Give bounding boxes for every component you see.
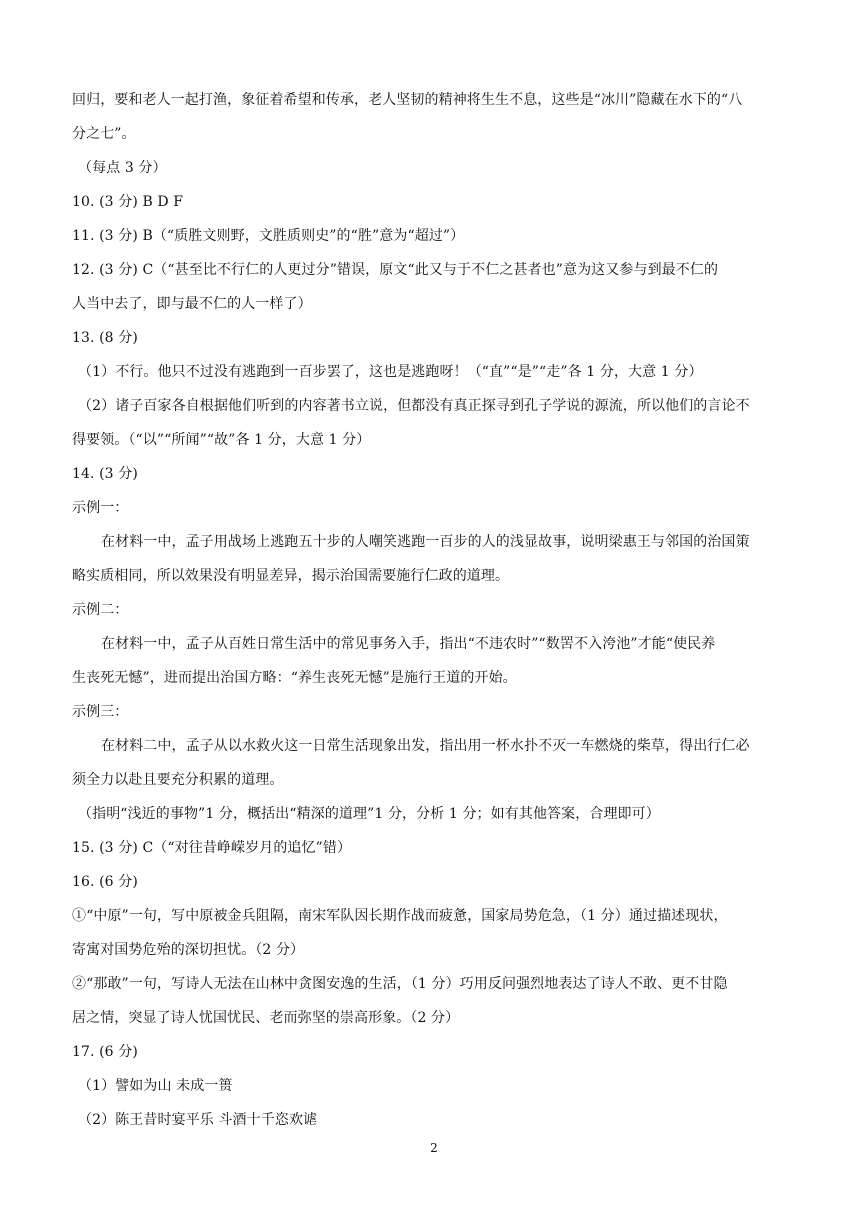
text-line: 须全力以赴且要充分积累的道理。 [72, 772, 284, 788]
answer-16-point-2: ②“那敢”一句，写诗人无法在山林中贪图安逸的生活，（1 分）巧用反问强烈地表达了诗人不敢、更不甘隐 [72, 976, 728, 992]
text-line: 回归，要和老人一起打渔，象征着希望和传承，老人坚韧的精神将生生不息，这些是“冰川”隐藏在水下的“八 [72, 92, 743, 108]
example-2-heading: 示例二： [72, 602, 129, 618]
answer-11: 11. (3 分) B（“质胜文则野，文胜质则史”的“胜”意为“超过”） [72, 228, 465, 244]
answer-15: 15. (3 分) C（“对往昔峥嵘岁月的追忆”错） [72, 840, 352, 856]
example-3-text: 在材料二中，孟子从以水救火这一日常生活现象出发，指出用一杯水扑不灭一车燃烧的柴草，得出行仁必 [101, 738, 750, 754]
answer-13: 13. (8 分) [72, 330, 138, 346]
text-line: 得要领。（“以”“所闻”“故”各 1 分，大意 1 分） [72, 432, 371, 448]
answer-17-part-1: （1）譬如为山 未成一篑 [78, 1078, 233, 1094]
scoring-note: （每点 3 分） [78, 160, 167, 176]
text-line: 人当中去了，即与最不仁的人一样了） [72, 296, 312, 312]
scoring-note: （指明“浅近的事物”1 分，概括出“精深的道理”1 分，分析 1 分；如有其他答案，合理即可） [78, 806, 660, 822]
text-line: 略实质相同，所以效果没有明显差异，揭示治国需要施行仁政的道理。 [72, 568, 510, 584]
answer-17-part-2: （2）陈王昔时宴平乐 斗酒十千恣欢谑 [78, 1112, 318, 1128]
answer-10: 10. (3 分) B D F [72, 194, 184, 210]
text-line: 寄寓对国势危殆的深切担忧。（2 分） [72, 942, 305, 958]
example-2-text: 在材料一中，孟子从百姓日常生活中的常见事务入手，指出“不违农时”“数罟不入洿池”才能“使民养 [101, 636, 716, 652]
text-line: 生丧死无憾”，进而提出治国方略：“养生丧死无憾”是施行王道的开始。 [72, 670, 517, 686]
answer-16-point-1: ①“中原”一句，写中原被金兵阻隔，南宋军队因长期作战而疲惫，国家局势危急，（1 分）通过描述现状， [72, 908, 728, 924]
example-1-heading: 示例一： [72, 500, 129, 516]
answer-13-part-2: （2）诸子百家各自根据他们听到的内容著书立说，但都没有真正探寻到孔子学说的源流，所以他们的言论不 [78, 398, 750, 414]
answer-17: 17. (6 分) [72, 1044, 138, 1060]
page-number: 2 [430, 1141, 438, 1155]
text-line: 分之七”。 [72, 126, 136, 142]
answer-16: 16. (6 分) [72, 874, 138, 890]
answer-13-part-1: （1）不行。他只不过没有逃跑到一百步罢了，这也是逃跑呀！（“直”“是”“走”各 1 分，大意 1 分） [78, 364, 703, 380]
answer-14: 14. (3 分) [72, 466, 138, 482]
example-1-text: 在材料一中，孟子用战场上逃跑五十步的人嘲笑逃跑一百步的人的浅显故事，说明梁惠王与邻国的治国策 [101, 534, 750, 550]
text-line: 居之情，突显了诗人忧国忧民、老而弥坚的崇高形象。（2 分） [72, 1010, 460, 1026]
answer-12: 12. (3 分) C（“甚至比不行仁的人更过分”错误，原文“此又与于不仁之甚者也”意为这又参与到最不仁的 [72, 262, 719, 278]
example-3-heading: 示例三： [72, 704, 129, 720]
